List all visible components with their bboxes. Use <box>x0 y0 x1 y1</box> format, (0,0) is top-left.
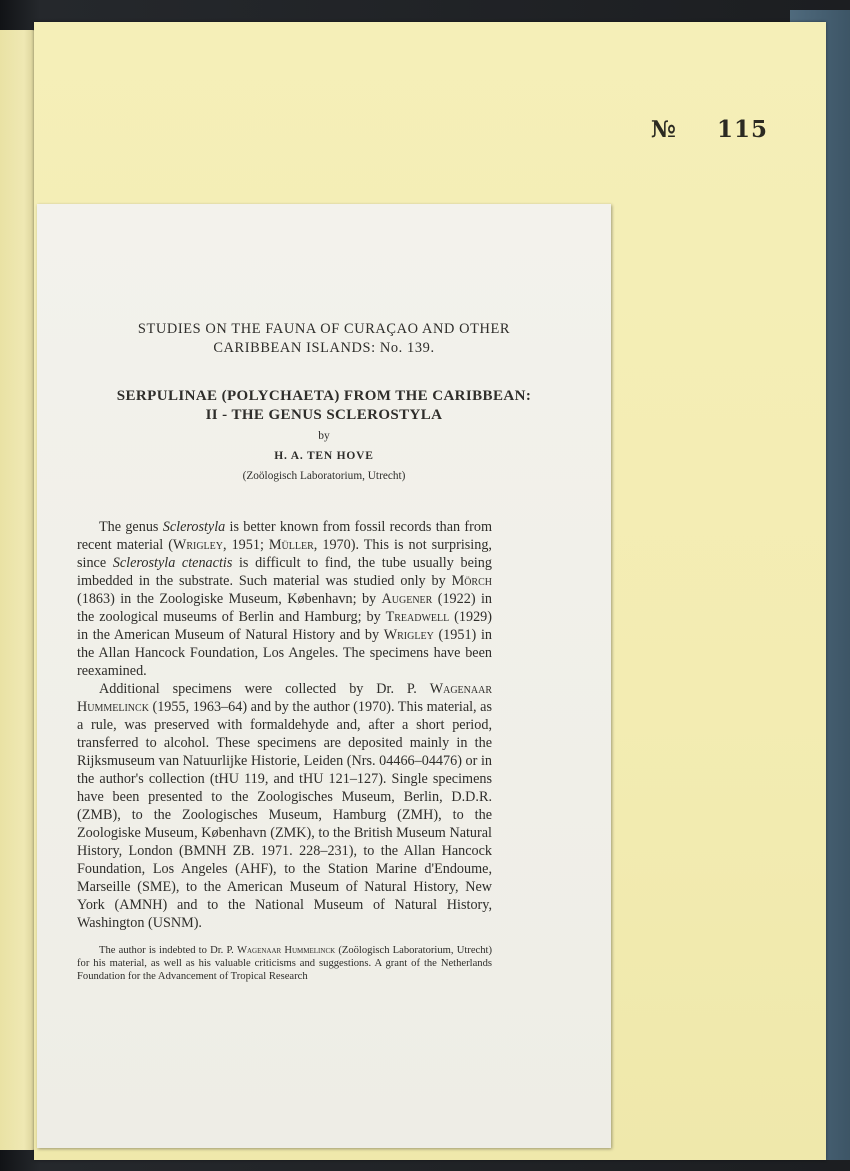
cited-person: Wagenaar Hummelinck <box>236 945 336 956</box>
paragraph-1 <box>77 518 492 680</box>
title-line-2: II - THE GENUS SCLEROSTYLA <box>205 407 443 423</box>
text-run: (1863) in the Zoologiske Museum, København; by <box>77 591 382 607</box>
reprint-page <box>37 204 611 1148</box>
author-name: H. A. TEN HOVE <box>274 450 374 462</box>
cited-author: Wrigley <box>383 627 434 643</box>
cited-author: Augener <box>381 591 433 607</box>
text-run: is better known from fossil records than from recent material ( <box>77 519 492 553</box>
species-name: Sclerostyla ctenactis <box>112 555 233 571</box>
text-run: (1955, 1963–64) and by the author (1970). This material, as a rule, was preserved with formaldehyde and, after a short period, transferred to alcohol. These specimens are deposited mainly in the Rijksmuseum van Natuurlijke Historie, Leiden (Nrs. 04466–04476) or in the author's collection (tHU 119, and tHU 121–127). Single specimens have been presented to the Zoologisches Museum, Berlin, D.D.R. (ZMB), to the Zoologisches Museum, Hamburg (ZMH), to the Zoologiske Museum, København (ZMK), to the British Museum Natural History, London (BMNH ZB. 1971. 228–231), to the Allan Hancock Foundation, Los Angeles (AHF), to the Station Marine d'Endoume, Marseille (SME), to the American Museum of Natural History, New York (AMNH) and to the National Museum of Natural History, Washington (USNM). <box>77 699 492 931</box>
author-affiliation: (Zoölogisch Laboratorium, Utrecht) <box>242 470 406 482</box>
series-heading <box>37 320 611 358</box>
cited-author: Wrigley <box>172 537 223 553</box>
text-run: The author is indebted to Dr. P. <box>99 945 237 956</box>
text-run: is difficult to find, the tube usually being imbedded in the substrate. Such material was studied only by <box>77 555 492 589</box>
series-line-2: CARIBBEAN ISLANDS: No. 139. <box>213 340 435 356</box>
text-run: , 1970). This is not surprising, since <box>77 537 492 571</box>
by-line: by <box>318 430 330 442</box>
article-title <box>37 387 611 425</box>
text-run: (1922) in the zoological museums of Berlin and Hamburg; by <box>77 591 492 625</box>
title-line-1: SERPULINAE (POLYCHAETA) FROM THE CARIBBEAN: <box>116 388 532 404</box>
paragraph-2 <box>77 680 492 932</box>
genus-name: Sclerostyla <box>162 519 226 535</box>
cited-author: Mörch <box>451 573 492 589</box>
text-run: , 1951; <box>222 537 269 553</box>
number-prefix: № <box>651 116 677 143</box>
cited-person: Wagenaar Hummelinck <box>77 681 492 715</box>
footnote <box>77 944 492 983</box>
article-body <box>77 518 492 932</box>
footnote-text <box>77 944 492 983</box>
number-value: 115 <box>717 116 769 143</box>
text-run: (1929) in the American Museum of Natural History and by <box>77 609 492 643</box>
cited-author: Müller <box>268 537 314 553</box>
cited-author: Treadwell <box>385 609 450 625</box>
text-run: Additional specimens were collected by Dr. P. <box>99 681 430 697</box>
text-run: The genus <box>99 519 163 535</box>
text-run: (Zoölogisch Laboratorium, Utrecht) for his material, as well as his valuable criticisms and suggestions. A grant of the Netherlands Foundation for the Advancement of Tropical Research <box>77 945 493 982</box>
reprint-number-stamp <box>651 116 768 143</box>
text-run: (1951) in the Allan Hancock Foundation, Los Angeles. The specimens have been reexamined. <box>77 627 492 679</box>
series-line-1: STUDIES ON THE FAUNA OF CURAÇAO AND OTHER <box>137 321 511 337</box>
